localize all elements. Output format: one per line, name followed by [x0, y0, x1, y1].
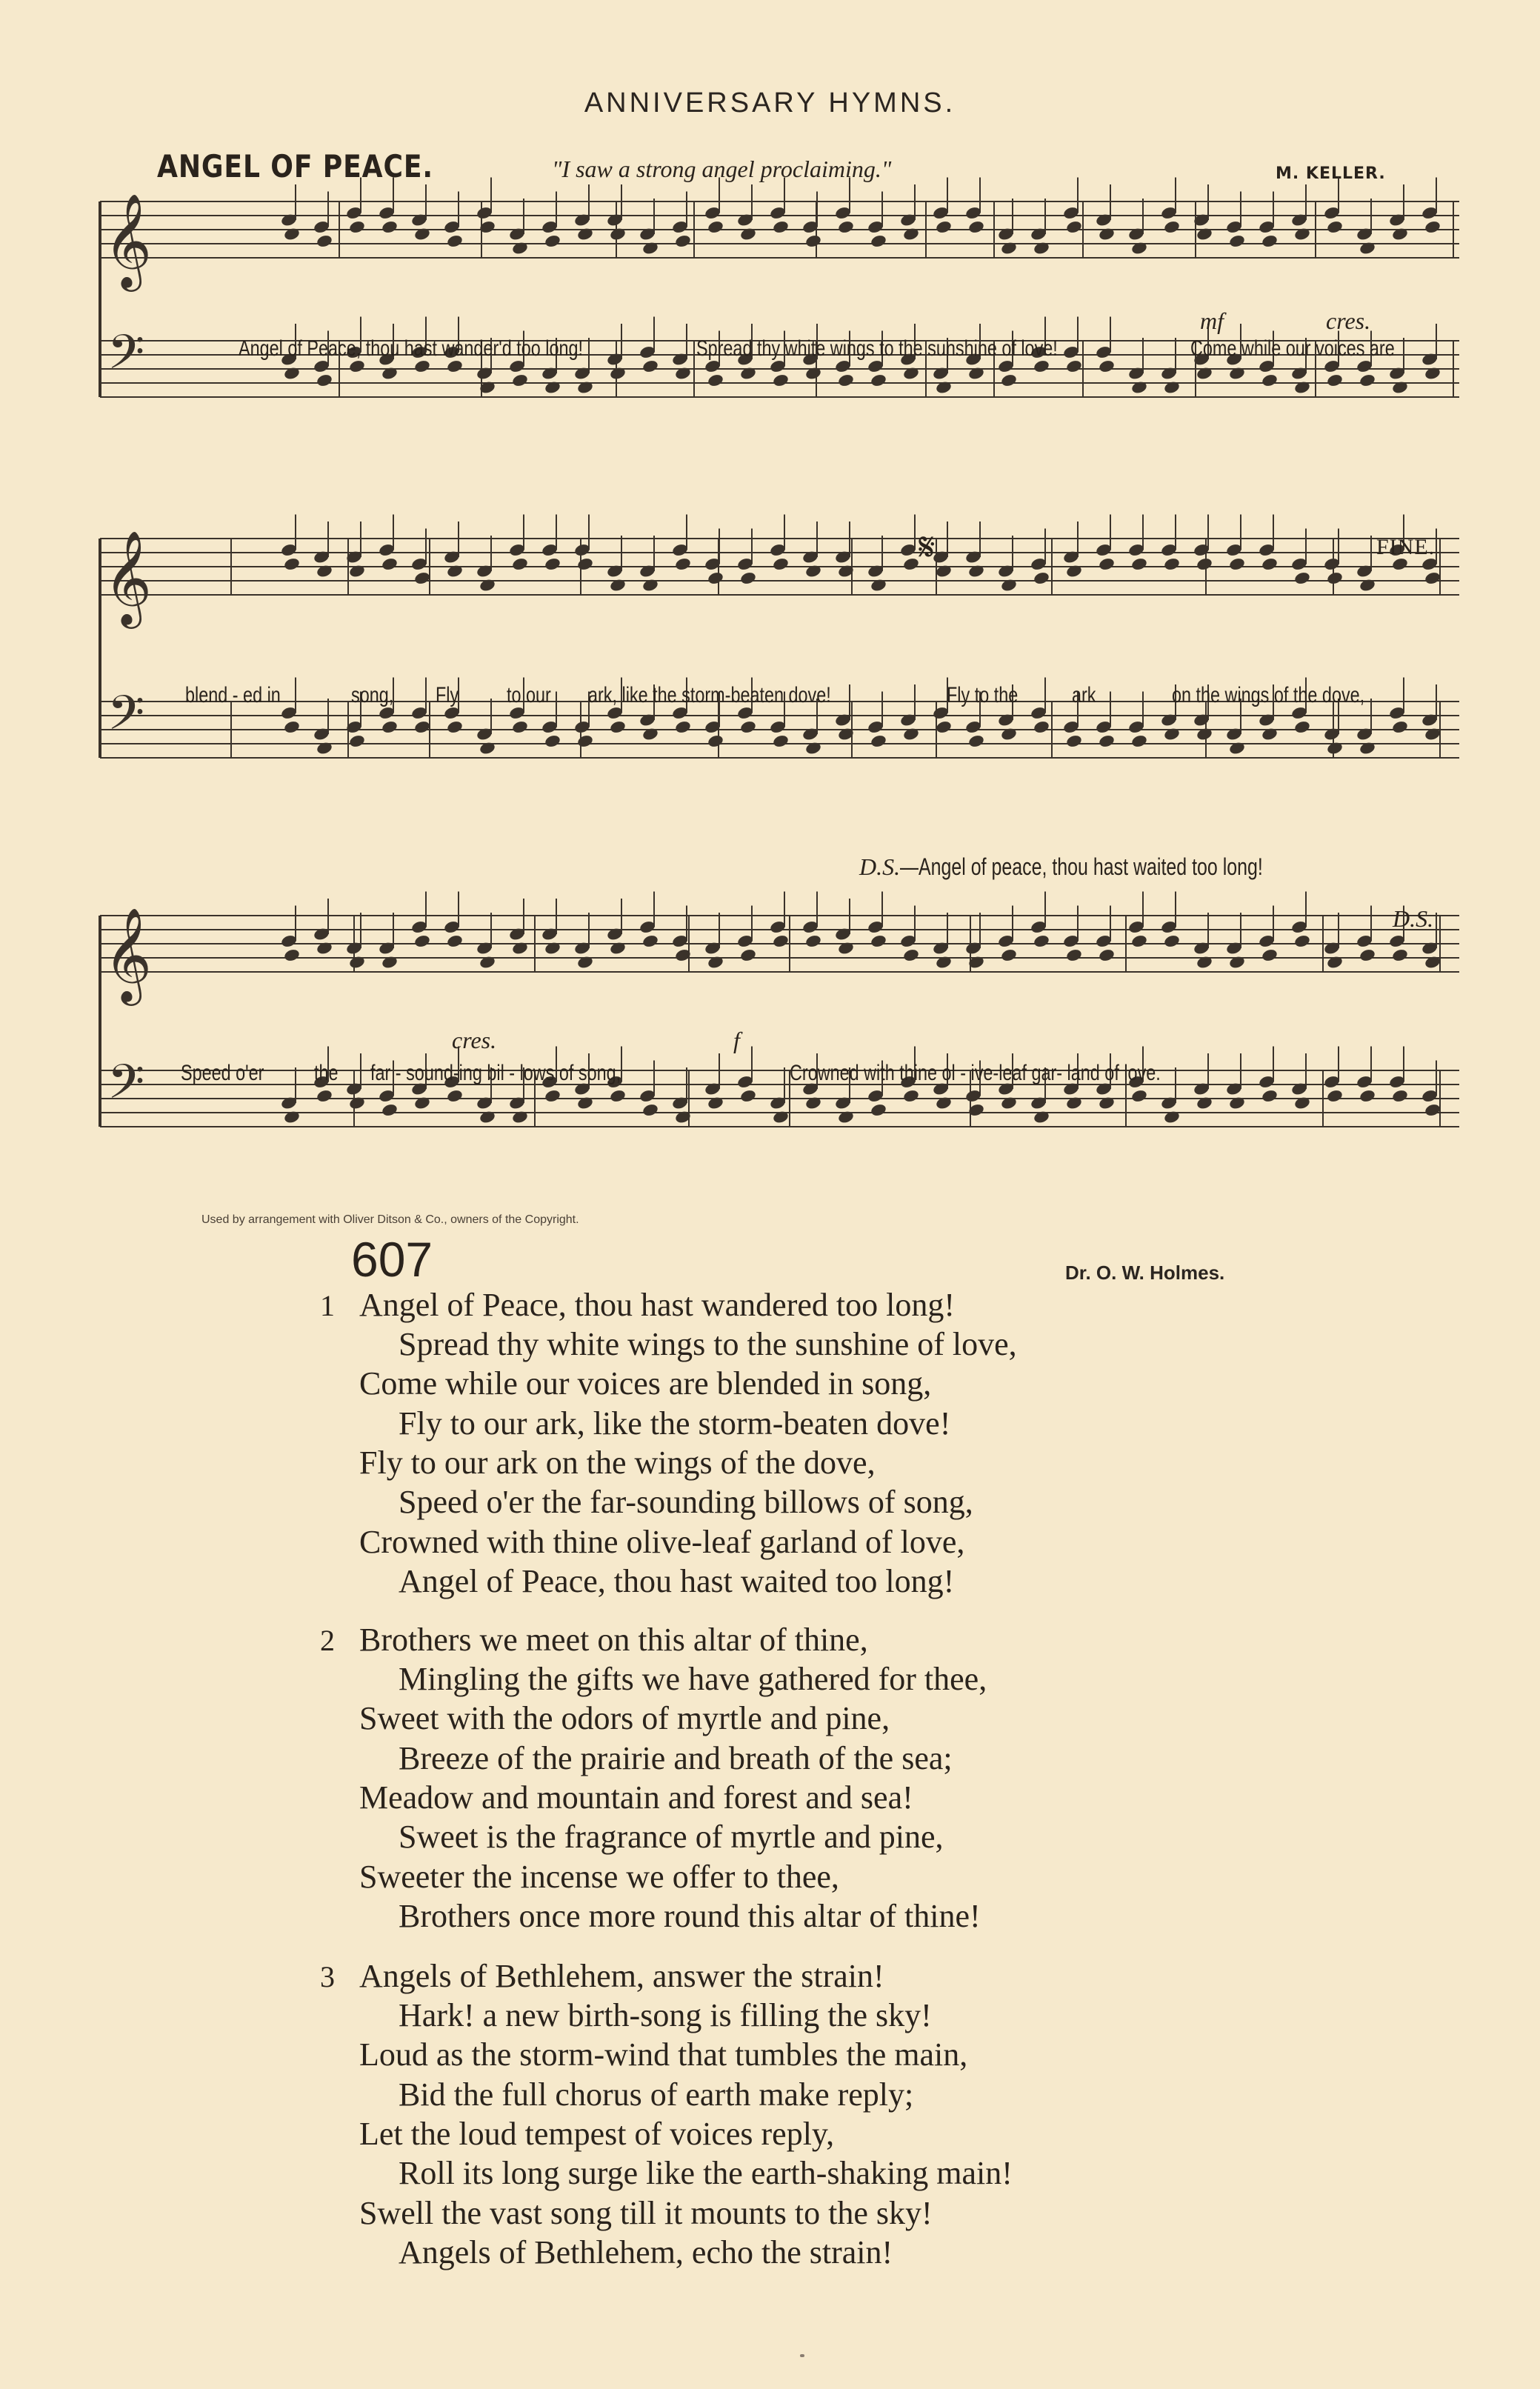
note-head — [1065, 948, 1083, 963]
note-head — [413, 720, 431, 735]
lyric-line: to our — [507, 683, 551, 707]
note-head — [870, 734, 887, 749]
note-head — [641, 359, 659, 374]
note-head — [739, 1089, 757, 1104]
note-head — [1098, 557, 1116, 572]
note-head — [641, 934, 659, 949]
note-head — [446, 720, 464, 735]
note-head — [1065, 359, 1083, 374]
note-head — [772, 220, 790, 235]
lyric-line: on the wings of the dove, — [1172, 683, 1365, 707]
note-head — [413, 934, 431, 949]
verse-line: Fly to our ark, like the storm-beaten dove! — [399, 1405, 951, 1442]
note-head — [544, 234, 561, 249]
note-head — [870, 934, 887, 949]
ds-mark: D.S. — [1393, 905, 1434, 932]
stanza-number: 2 — [320, 1624, 335, 1657]
verse-line: Angels of Bethlehem, echo the strain! — [399, 2234, 893, 2270]
note-head — [316, 1089, 333, 1104]
note-head — [1065, 734, 1083, 749]
verse-line: Crowned with thine olive-leaf garland of love, — [359, 1524, 965, 1560]
section-title: ANNIVERSARY HYMNS. — [584, 87, 956, 119]
note-head — [381, 220, 399, 235]
verse-line: Bid the full chorus of earth make reply; — [399, 2076, 914, 2113]
note-head — [446, 234, 464, 249]
note-head — [283, 720, 301, 735]
note-head — [316, 373, 333, 388]
note-head — [544, 734, 561, 749]
verse-line: Mingling the gifts we have gathered for thee, — [399, 1661, 987, 1697]
note-head — [1326, 220, 1344, 235]
note-head — [283, 948, 301, 963]
note-head — [381, 1103, 399, 1118]
note-head — [283, 557, 301, 572]
bass-clef-icon: 𝄢 — [107, 1055, 145, 1122]
note-head — [902, 948, 920, 963]
page-mark — [800, 2354, 804, 2357]
verse-line: Meadow and mountain and forest and sea! — [359, 1779, 913, 1816]
note-head — [1359, 1089, 1376, 1104]
note-head — [1163, 934, 1181, 949]
note-head — [1293, 720, 1311, 735]
note-head — [935, 720, 953, 735]
note-head — [772, 557, 790, 572]
lyric-line: far - sound-ing bil - lows of song, — [370, 1061, 621, 1085]
note-head — [772, 934, 790, 949]
lyric-line: Angel of Peace, thou hast wander'd too long! — [239, 336, 584, 361]
verse-line: Sweet is the fragrance of myrtle and pine, — [399, 1819, 944, 1855]
note-head — [1130, 1089, 1148, 1104]
note-head — [1359, 373, 1376, 388]
note-head — [381, 720, 399, 735]
note-head — [674, 234, 692, 249]
note-head — [772, 734, 790, 749]
note-head — [870, 1103, 887, 1118]
lyric-line: ark, like the storm-beaten dove! — [588, 683, 831, 707]
segno-sign: 𝄋 — [919, 527, 936, 569]
note-head — [870, 234, 887, 249]
lyric-line: blend - ed in — [185, 683, 281, 707]
verse-line: Speed o'er the far-sounding billows of song, — [399, 1484, 973, 1520]
note-head — [1326, 373, 1344, 388]
note-head — [1196, 557, 1213, 572]
dynamic-cres: cres. — [452, 1027, 497, 1053]
note-head — [641, 1103, 659, 1118]
note-head — [804, 234, 822, 249]
verse-line: Angel of Peace, thou hast waited too long! — [399, 1563, 955, 1599]
lyric-line: Spread thy white wings to the sunshine of love! — [696, 336, 1058, 361]
verse-line: Come while our voices are blended in song, — [359, 1365, 932, 1402]
note-head — [739, 720, 757, 735]
note-head — [804, 934, 822, 949]
lyric-line: Fly — [436, 683, 459, 707]
note-head — [1261, 373, 1279, 388]
note-head — [446, 1089, 464, 1104]
hymn-author: Dr. O. W. Holmes. — [1065, 1262, 1225, 1284]
note-head — [967, 734, 985, 749]
note-head — [1033, 720, 1050, 735]
note-head — [935, 220, 953, 235]
note-head — [1000, 948, 1018, 963]
note-head — [1163, 557, 1181, 572]
verse-line: Fly to our ark on the wings of the dove, — [359, 1445, 876, 1481]
note-head — [1098, 948, 1116, 963]
note-head — [609, 1089, 627, 1104]
note-head — [413, 571, 431, 586]
lyric-line: Crowned with thine ol - ive-leaf gar- land of love. — [790, 1061, 1161, 1085]
note-head — [576, 557, 594, 572]
verse-line: Sweeter the incense we offer to thee, — [359, 1859, 839, 1895]
verse-line: Loud as the storm-wind that tumbles the main, — [359, 2036, 968, 2073]
note-head — [1130, 734, 1148, 749]
fine-mark: FINE. — [1376, 535, 1436, 559]
verse-line: Brothers we meet on this altar of thine, — [359, 1622, 868, 1658]
note-head — [1228, 234, 1246, 249]
dynamic-f: f — [733, 1027, 740, 1053]
note-head — [674, 720, 692, 735]
note-head — [1033, 571, 1050, 586]
dynamic-cres: cres. — [1326, 307, 1371, 334]
note-head — [609, 720, 627, 735]
hymn-number: 607 — [351, 1232, 433, 1287]
note-head — [446, 934, 464, 949]
verse-line: Roll its long surge like the earth-shaking main! — [399, 2155, 1013, 2191]
note-head — [902, 557, 920, 572]
verse-line: Breeze of the prairie and breath of the sea; — [399, 1740, 953, 1776]
note-head — [511, 557, 529, 572]
note-head — [348, 734, 366, 749]
note-head — [1261, 557, 1279, 572]
note-head — [316, 234, 333, 249]
treble-clef-icon: 𝄞 — [104, 530, 153, 624]
note-head — [1000, 373, 1018, 388]
verse-line: Let the loud tempest of voices reply, — [359, 2116, 835, 2152]
note-head — [707, 734, 724, 749]
note-head — [544, 1089, 561, 1104]
note-head — [1130, 934, 1148, 949]
note-head — [707, 220, 724, 235]
verse-line: Angel of Peace, thou hast wandered too long! — [359, 1287, 955, 1323]
hymn-epigraph: "I saw a strong angel proclaiming." — [552, 156, 892, 182]
note-head — [772, 373, 790, 388]
verse-line: Sweet with the odors of myrtle and pine, — [359, 1700, 890, 1736]
treble-clef-icon: 𝄞 — [104, 907, 153, 1002]
note-head — [1163, 220, 1181, 235]
note-head — [967, 220, 985, 235]
note-head — [837, 220, 855, 235]
note-head — [348, 220, 366, 235]
note-head — [1293, 571, 1311, 586]
note-head — [1261, 234, 1279, 249]
note-head — [511, 373, 529, 388]
note-head — [1261, 1089, 1279, 1104]
lyric-line: Fly to the — [947, 683, 1019, 707]
note-head — [381, 557, 399, 572]
lyric-line: Speed o'er — [181, 1061, 264, 1085]
verse-line: Hark! a new birth-song is filling the sky! — [399, 1997, 932, 2033]
note-head — [837, 373, 855, 388]
lyric-line: song, — [351, 683, 394, 707]
stanza-number: 3 — [320, 1960, 335, 1993]
verse-line: Angels of Bethlehem, answer the strain! — [359, 1958, 884, 1994]
verse-line: Brothers once more round this altar of thine! — [399, 1898, 981, 1934]
verse-line: Swell the vast song till it mounts to the sky! — [359, 2195, 933, 2231]
note-head — [511, 720, 529, 735]
note-head — [1065, 220, 1083, 235]
lyric-line: Come while our voices are — [1190, 336, 1395, 361]
note-head — [1424, 571, 1441, 586]
hymn-title: ANGEL OF PEACE. — [157, 148, 433, 184]
note-head — [1228, 557, 1246, 572]
note-head — [544, 557, 561, 572]
note-head — [739, 571, 757, 586]
dynamic-mf: mf — [1200, 307, 1224, 334]
ds-line — [859, 853, 1365, 881]
hymn-composer: M. KELLER. — [1276, 164, 1386, 183]
lyric-line: ark — [1072, 683, 1096, 707]
note-head — [1391, 948, 1409, 963]
note-head — [1098, 359, 1116, 374]
treble-clef-icon: 𝄞 — [104, 193, 153, 287]
ds-text: —Angel of peace, thou hast waited too long! — [900, 853, 1263, 880]
note-head — [674, 557, 692, 572]
ds-label: D.S. — [859, 853, 901, 880]
note-head — [1424, 1103, 1441, 1118]
note-head — [1261, 948, 1279, 963]
note-head — [1033, 934, 1050, 949]
stanza-number: 1 — [320, 1289, 335, 1322]
note-head — [902, 1089, 920, 1104]
note-head — [1391, 1089, 1409, 1104]
verse-line: Spread thy white wings to the sunshine of love, — [399, 1326, 1017, 1362]
note-head — [870, 373, 887, 388]
bass-clef-icon: 𝄢 — [107, 686, 145, 753]
note-head — [739, 948, 757, 963]
lyric-line: the — [314, 1061, 339, 1085]
note-head — [1326, 1089, 1344, 1104]
note-head — [576, 734, 594, 749]
note-head — [1326, 571, 1344, 586]
note-head — [1130, 557, 1148, 572]
note-head — [707, 373, 724, 388]
note-head — [1424, 220, 1441, 235]
copyright-notice: Used by arrangement with Oliver Ditson & Co., owners of the Copyright. — [201, 1213, 579, 1226]
note-head — [1293, 934, 1311, 949]
note-head — [707, 571, 724, 586]
note-head — [1098, 734, 1116, 749]
note-head — [1359, 948, 1376, 963]
bass-clef-icon: 𝄢 — [107, 325, 145, 392]
note-head — [1391, 720, 1409, 735]
